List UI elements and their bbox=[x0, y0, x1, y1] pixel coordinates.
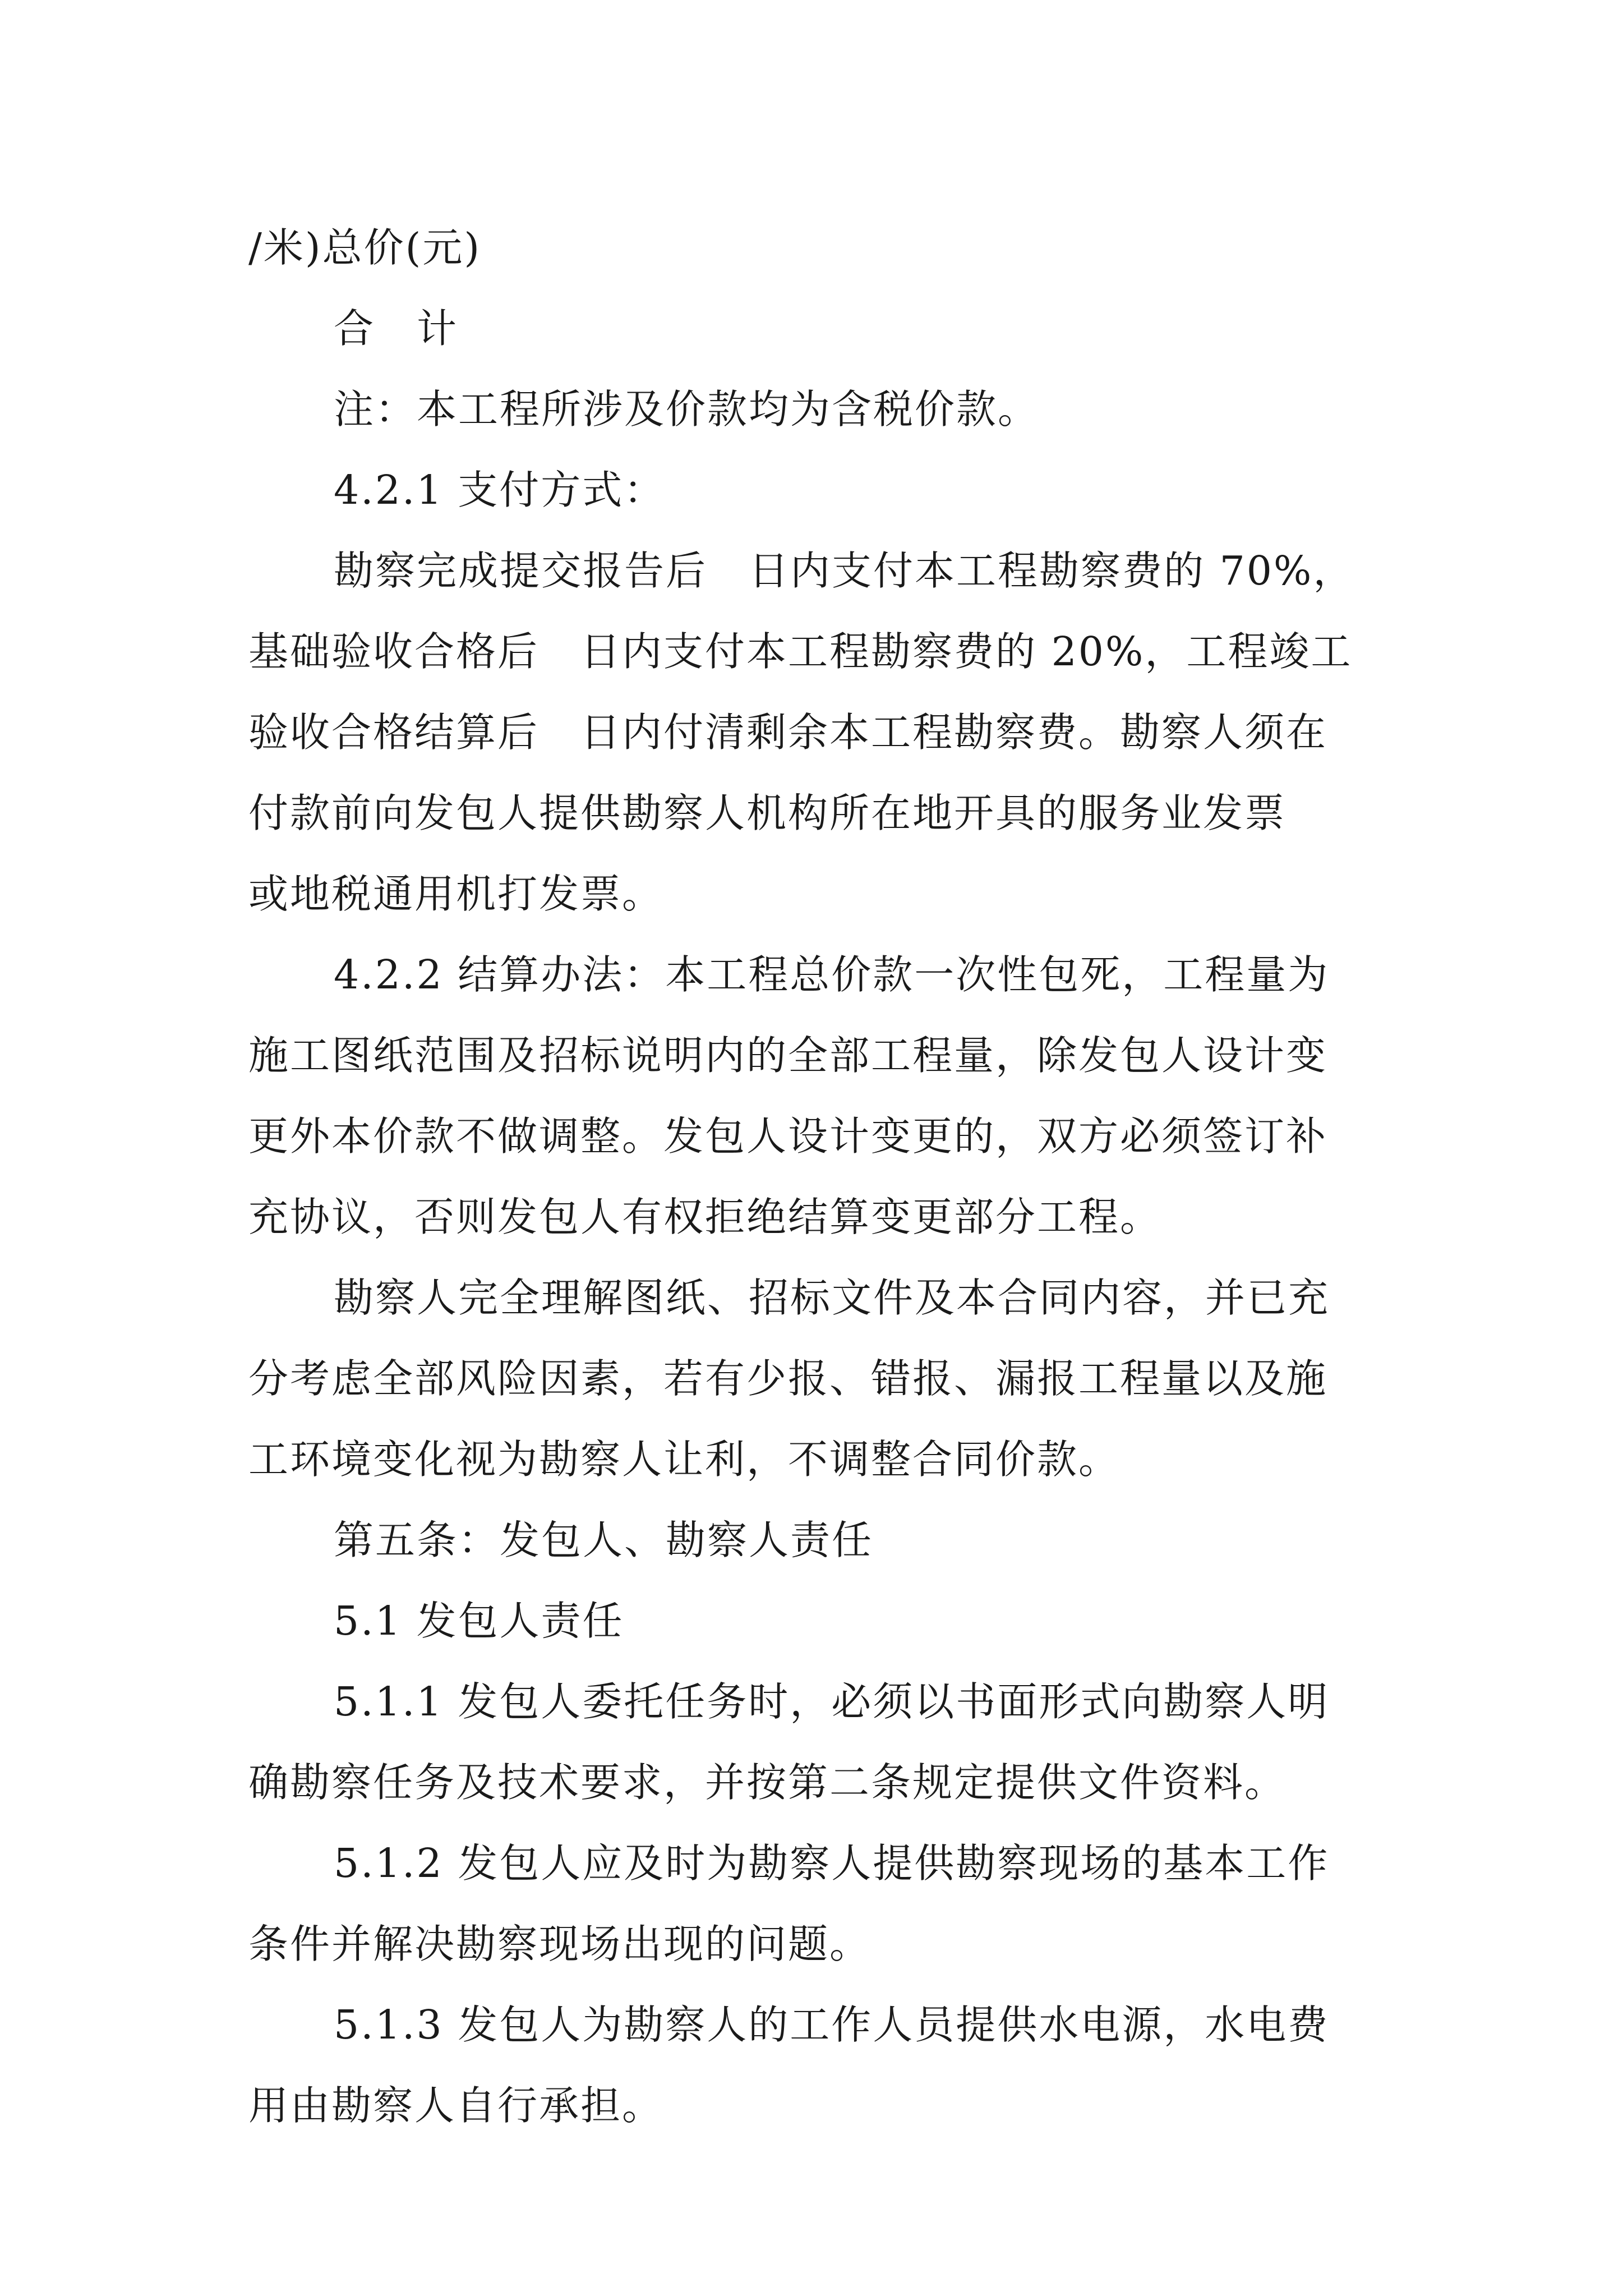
text-line: 更外本价款不做调整。发包人设计变更的，双方必须签订补 bbox=[248, 1113, 1328, 1159]
subsection-heading: 5.1 发包人责任 bbox=[334, 1598, 624, 1644]
text-line: 4.2.2 结算办法：本工程总价款一次性包死，工程量为 bbox=[334, 951, 1330, 998]
text-line: 工环境变化视为勘察人让利，不调整合同价款。 bbox=[248, 1436, 1121, 1483]
text-line: 4.2.1 支付方式： bbox=[334, 467, 666, 513]
text-line: 验收合格结算后 日内付清剩余本工程勘察费。勘察人须在 bbox=[248, 709, 1328, 756]
text-line: 条件并解决勘察现场出现的问题。 bbox=[248, 1921, 872, 1967]
text-line: 充协议，否则发包人有权拒绝结算变更部分工程。 bbox=[248, 1194, 1162, 1240]
text-line: 施工图纸范围及招标说明内的全部工程量，除发包人设计变 bbox=[248, 1032, 1328, 1079]
text-line: 勘察人完全理解图纸、招标文件及本合同内容，并已充 bbox=[334, 1274, 1330, 1321]
text-line: 5.1.2 发包人应及时为勘察人提供勘察现场的基本工作 bbox=[334, 1840, 1330, 1887]
text-line: 或地税通用机打发票。 bbox=[248, 871, 664, 917]
text-line: 5.1.3 发包人为勘察人的工作人员提供水电源，水电费 bbox=[334, 2001, 1330, 2048]
text-line: 用由勘察人自行承担。 bbox=[248, 2082, 664, 2129]
section-heading: 第五条：发包人、勘察人责任 bbox=[334, 1517, 874, 1563]
text-line: 基础验收合格后 日内支付本工程勘察费的 20%，工程竣工 bbox=[248, 628, 1353, 675]
text-line: 付款前向发包人提供勘察人机构所在地开具的服务业发票 bbox=[248, 790, 1287, 836]
text-line: /米)总价(元) bbox=[248, 224, 482, 271]
text-line: 5.1.1 发包人委托任务时，必须以书面形式向勘察人明 bbox=[334, 1678, 1330, 1725]
document-body bbox=[248, 208, 1386, 2146]
text-line: 分考虑全部风险因素，若有少报、错报、漏报工程量以及施 bbox=[248, 1355, 1328, 1402]
text-line: 勘察完成提交报告后 日内支付本工程勘察费的 70%， bbox=[334, 547, 1355, 594]
text-line: 合 计 bbox=[334, 305, 459, 352]
text-line: 确勘察任务及技术要求，并按第二条规定提供文件资料。 bbox=[248, 1759, 1287, 1806]
text-line: 注：本工程所涉及价款均为含税价款。 bbox=[334, 386, 1040, 432]
